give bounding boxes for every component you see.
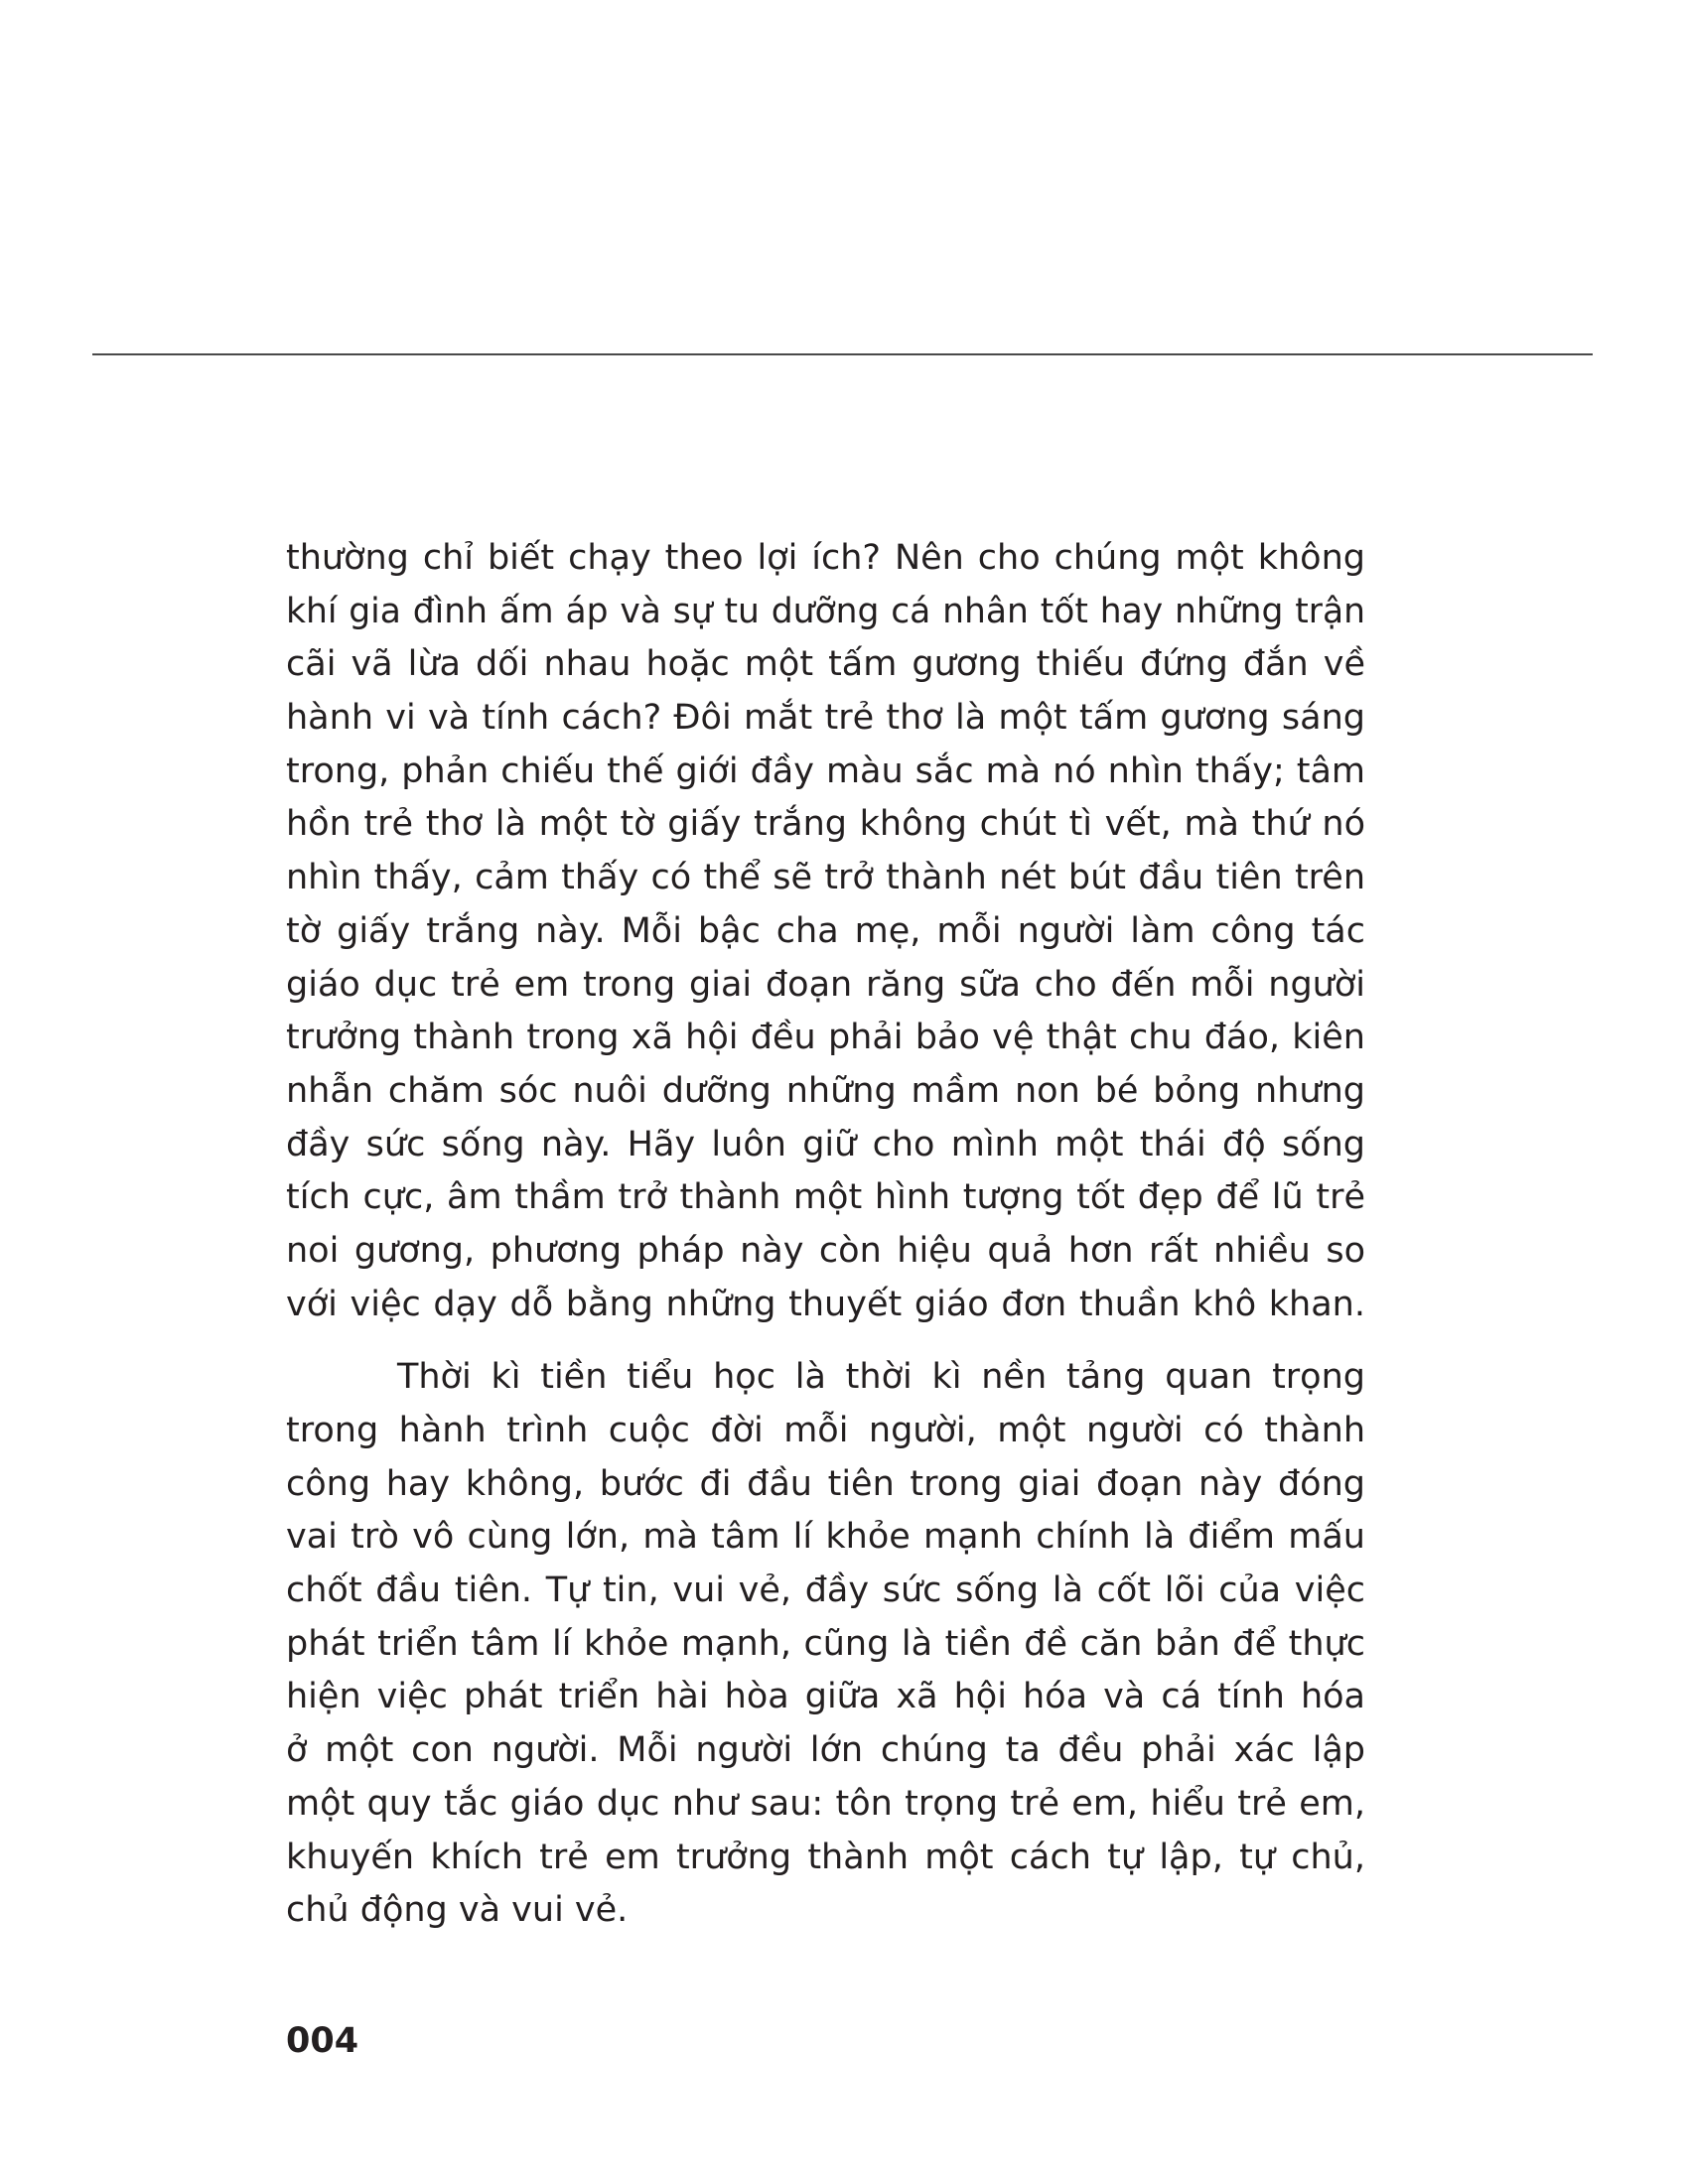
text-line: nhẫn chăm sóc nuôi dưỡng những mầm non bé bỏng nhưng bbox=[286, 1070, 1365, 1111]
text-line: hiện việc phát triển hài hòa giữa xã hội hóa và cá tính hóa bbox=[286, 1677, 1365, 1717]
text-line: ở một con người. Mỗi người lớn chúng ta đều phải xác lập bbox=[286, 1730, 1365, 1771]
text-line: hồn trẻ thơ là một tờ giấy trắng không chút tì vết, mà thứ nó bbox=[286, 804, 1365, 845]
text-line: công hay không, bước đi đầu tiên trong giai đoạn này đóng bbox=[286, 1463, 1365, 1504]
text-line: tích cực, âm thầm trở thành một hình tượng tốt đẹp để lũ trẻ bbox=[286, 1177, 1365, 1218]
text-line: vai trò vô cùng lớn, mà tâm lí khỏe mạnh chính là điểm mấu bbox=[286, 1517, 1365, 1558]
text-line: thường chỉ biết chạy theo lợi ích? Nên cho chúng một không bbox=[286, 538, 1365, 578]
text-line: Thời kì tiền tiểu học là thời kì nền tảng quan trọng bbox=[397, 1357, 1365, 1398]
body-text bbox=[286, 532, 1365, 1938]
text-line: nhìn thấy, cảm thấy có thể sẽ trở thành nét bút đầu tiên trên bbox=[286, 858, 1365, 898]
text-line: trưởng thành trong xã hội đều phải bảo vệ thật chu đáo, kiên bbox=[286, 1018, 1365, 1058]
text-line: khuyến khích trẻ em trưởng thành một cách tự lập, tự chủ, bbox=[286, 1837, 1365, 1877]
text-line: giáo dục trẻ em trong giai đoạn răng sữa cho đến mỗi người bbox=[286, 964, 1365, 1005]
paragraph-1 bbox=[286, 532, 1365, 1331]
text-line: đầy sức sống này. Hãy luôn giữ cho mình một thái độ sống bbox=[286, 1124, 1365, 1164]
text-line: trong, phản chiếu thế giới đầy màu sắc mà nó nhìn thấy; tâm bbox=[286, 751, 1365, 791]
text-line: trong hành trình cuộc đời mỗi người, một người có thành bbox=[286, 1411, 1365, 1450]
header-rule bbox=[92, 353, 1593, 355]
text-line: tờ giấy trắng này. Mỗi bậc cha mẹ, mỗi người làm công tác bbox=[286, 910, 1365, 951]
paragraph-2 bbox=[286, 1351, 1365, 1938]
text-line: noi gương, phương pháp này còn hiệu quả hơn rất nhiều so bbox=[286, 1230, 1365, 1271]
page-number: 004 bbox=[286, 2021, 359, 2061]
text-line: phát triển tâm lí khỏe mạnh, cũng là tiền đề căn bản để thực bbox=[286, 1623, 1365, 1664]
text-line: chốt đầu tiên. Tự tin, vui vẻ, đầy sức sống là cốt lõi của việc bbox=[286, 1570, 1365, 1611]
text-line: chủ động và vui vẻ. bbox=[286, 1890, 629, 1931]
text-line: cãi vã lừa dối nhau hoặc một tấm gương thiếu đứng đắn về bbox=[286, 644, 1365, 685]
text-line: khí gia đình ấm áp và sự tu dưỡng cá nhân tốt hay những trận bbox=[286, 591, 1365, 631]
text-line: hành vi và tính cách? Đôi mắt trẻ thơ là một tấm gương sáng bbox=[286, 698, 1365, 739]
text-line: một quy tắc giáo dục như sau: tôn trọng trẻ em, hiểu trẻ em, bbox=[286, 1783, 1365, 1824]
text-line: với việc dạy dỗ bằng những thuyết giáo đơn thuần khô khan. bbox=[286, 1284, 1365, 1324]
